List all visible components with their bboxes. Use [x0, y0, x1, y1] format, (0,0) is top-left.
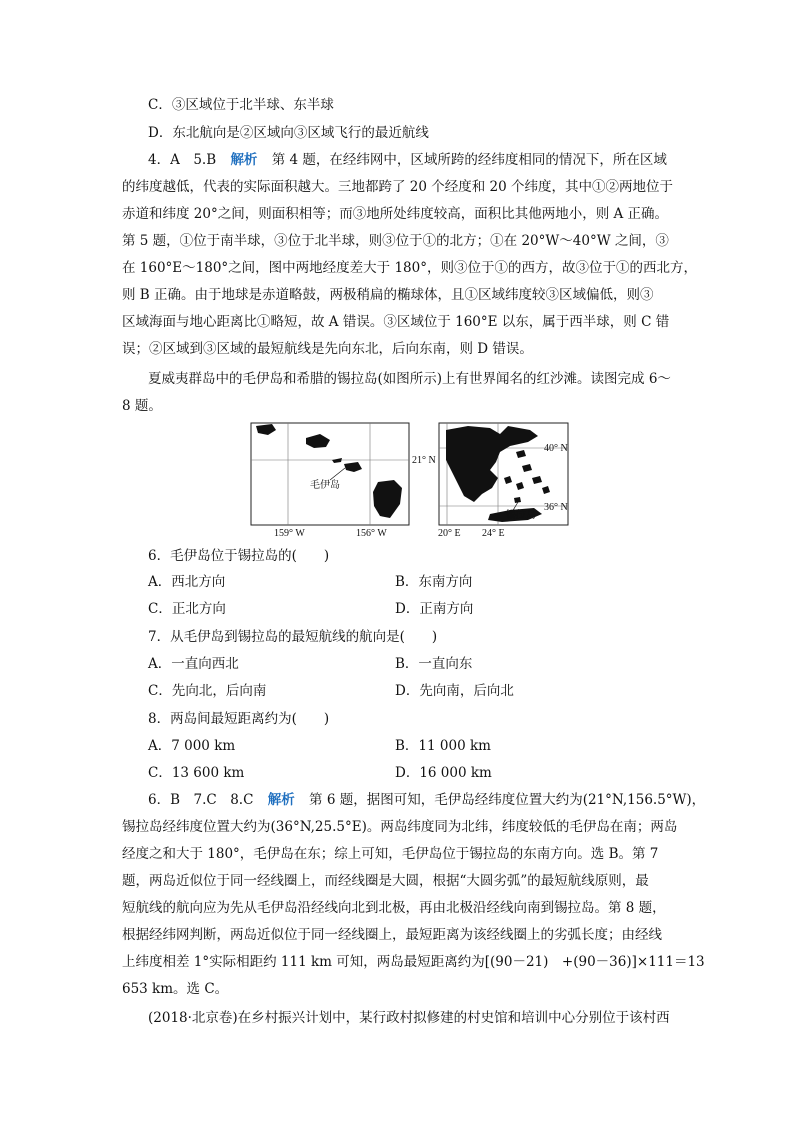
answer-6-8-line-4: 题，两岛近似位于同一经线圈上，而经线圈是大圆，根据“大圆劣弧”的最短航线原则，最	[122, 873, 649, 889]
maui-label: 毛伊岛	[310, 480, 340, 491]
q8-option-a: A．7 000 km	[148, 738, 236, 754]
answer-4-5-line-4: 第 5 题，①位于南半球，③位于北半球，则③位于①的北方；①在 20°W～40°W 之间，③	[122, 233, 669, 249]
answer-4-5-line-7: 区域海面与地心距离比①略短，故 A 错误。③区域位于 160°E 以东，属于西半球，则 C 错	[122, 314, 670, 330]
intro-line-2: 8 题。	[122, 398, 162, 414]
q6-option-c: C．正北方向	[148, 601, 226, 617]
answer-4-5-line-8: 误；②区域到③区域的最短航线是先向东北，后向东南，则 D 错误。	[122, 341, 533, 357]
q8-stem: 8．两岛间最短距离约为( )	[148, 711, 330, 727]
thira-map	[438, 422, 588, 542]
q8-option-d: D．16 000 km	[395, 765, 492, 781]
q3-option-d: D．东北航向是②区域向③区域飞行的最近航线	[148, 125, 429, 141]
answer-6-8-text: 第 6 题，据图可知，毛伊岛经纬度位置大约为(21°N,156.5°W)，	[309, 792, 706, 808]
q7-option-c: C．先向北，后向南	[148, 683, 267, 699]
answer-4-5-line-2: 的纬度越低，代表的实际面积越大。三地都跨了 20 个经度和 20 个纬度，其中①②两地位于	[122, 179, 674, 195]
answer-6-8-line-2: 锡拉岛经纬度位置大约为(36°N,25.5°E)。两岛纬度同为北纬，纬度较低的毛伊岛在南；两岛	[122, 819, 678, 835]
intro-line-1: 夏威夷群岛中的毛伊岛和希腊的锡拉岛(如图所示)上有世界闻名的红沙滩。读图完成 6～	[148, 371, 671, 387]
q8-option-c: C．13 600 km	[148, 765, 245, 781]
q7-option-b: B．一直向东	[395, 656, 473, 672]
answer-4-5-line-1	[148, 151, 667, 169]
lon-24-label: 24° E	[482, 528, 505, 539]
lon-20-label: 20° E	[438, 528, 461, 539]
q7-stem: 7．从毛伊岛到锡拉岛的最短航线的航向是( )	[148, 629, 438, 645]
answer-6-8-line-6: 根据经纬网判断，两岛近似位于同一经线圈上，最短距离为该经线圈上的劣弧长度；由经线	[122, 927, 662, 943]
answer-4-5-line-3: 赤道和纬度 20°之间，则面积相等；而③地所处纬度较高，面积比其他两地小，则 A 正确。	[122, 206, 669, 222]
q6-option-a: A．西北方向	[148, 574, 226, 590]
answer-6-8-line-5: 短航线的航向应为先从毛伊岛沿经线向北到北极，再由北极沿经线向南到锡拉岛。第 8 题，	[122, 900, 666, 916]
q7-option-d: D．先向南，后向北	[395, 683, 514, 699]
lat-21-label: 21° N	[412, 455, 436, 466]
answer-6-8-line-3: 经度之和大于 180°，毛伊岛在东；综上可知，毛伊岛位于锡拉岛的东南方向。选 B。第 7	[122, 846, 659, 862]
q3-option-c: C．③区域位于北半球、东半球	[148, 97, 334, 113]
q6-option-d: D．正南方向	[395, 601, 474, 617]
answer-4-5-line-6: 则 B 正确。由于地球是赤道略鼓，两极稍扁的椭球体，且①区域纬度较③区域偏低，则③	[122, 287, 654, 303]
answer-6-8-head: 6．B 7.C 8.C	[148, 792, 254, 808]
q6-option-b: B．东南方向	[395, 574, 473, 590]
lon-159-label: 159° W	[274, 528, 305, 539]
thira-label: 锡拉岛	[506, 510, 536, 521]
analysis-tag: 解析	[267, 792, 295, 808]
thira-island	[514, 497, 521, 503]
answer-4-5-head: 4．A 5.B	[148, 152, 217, 168]
lat-36-label: 36° N	[544, 502, 568, 513]
answer-6-8-line-7: 上纬度相差 1°实际相距约 111 km 可知，两岛最短距离约为[(90－21) +(90－36)]×111＝13	[122, 954, 705, 970]
answer-4-5-line-5: 在 160°E～180°之间，图中两地经度差大于 180°，则③位于①的西方，故③位于①的西北方，	[122, 260, 697, 276]
next-question-intro: (2018·北京卷)在乡村振兴计划中，某行政村拟修建的村史馆和培训中心分别位于该村西	[148, 1010, 670, 1026]
maui-map	[250, 422, 436, 542]
answer-4-5-text: 第 4 题，在经纬网中，区域所跨的经纬度相同的情况下，所在区域	[271, 152, 667, 168]
answer-6-8-line-1	[148, 791, 705, 809]
analysis-tag: 解析	[230, 152, 258, 168]
lon-156-label: 156° W	[356, 528, 387, 539]
q7-option-a: A．一直向西北	[148, 656, 239, 672]
q8-option-b: B．11 000 km	[395, 738, 491, 754]
lat-40-label: 40° N	[544, 443, 568, 454]
answer-6-8-line-8: 653 km。选 C。	[122, 981, 229, 997]
q6-stem: 6．毛伊岛位于锡拉岛的( )	[148, 548, 330, 564]
